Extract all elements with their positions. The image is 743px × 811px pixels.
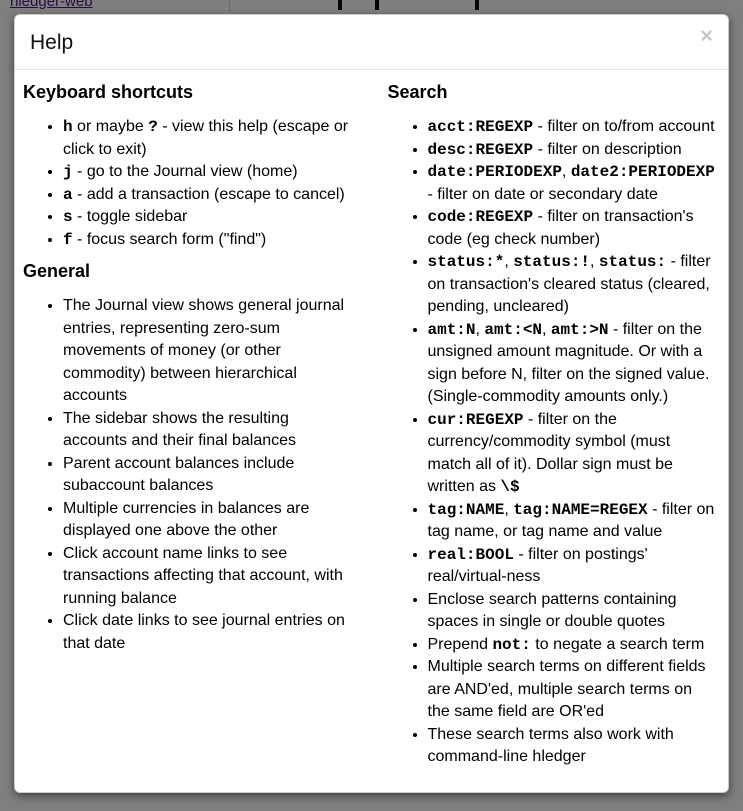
text-segment: - focus search form ("find") [72,230,267,248]
list-item [428,409,719,499]
list-item [63,408,356,453]
text-segment: - filter on date or secondary date [427,185,658,203]
list-item [63,184,356,207]
list-item [428,251,719,319]
list-item [428,589,719,634]
code-token: ? [148,118,158,136]
text-segment: Click account name links to see transactions affecting that account, with running balance [63,544,343,607]
code-token: not: [492,635,531,654]
list-item [428,499,719,544]
code-token: cur:REGEXP [427,410,524,429]
section-heading-general: General [23,261,91,281]
code-token: tag:NAME [427,500,505,519]
code-token: amt:>N [550,320,609,339]
list-item [428,656,719,724]
list-item [63,206,356,229]
code-token: status:* [427,253,505,271]
code-token: j [63,163,73,181]
code-token: a [63,185,73,204]
text-segment: - view this help (escape or click to exit) [63,118,349,158]
text-segment: - toggle sidebar [72,208,188,225]
list-item [428,139,719,162]
text-segment: - filter on the currency/commodity symbol (must match all of it). Dollar sign must be written as [427,410,673,495]
list-item [428,634,719,657]
close-icon[interactable]: × [700,23,713,48]
text-segment: Click date links to see journal entries on that date [63,612,345,652]
code-token: amt:N [427,320,476,339]
modal-title: Help [30,31,74,54]
help-column-left [23,82,372,779]
list-item [428,724,719,769]
search-list [388,116,719,769]
text-segment: Multiple currencies in balances are displayed one above the other [63,499,310,539]
text-segment: , [504,253,514,270]
text-segment: These search terms also work with command-line hledger [427,725,674,765]
code-token: date2:PERIODEXP [570,163,715,181]
list-item [428,206,719,251]
modal-header [15,15,728,70]
text-segment: - add a transaction (escape to cancel) [72,185,345,203]
text-segment: - filter on transaction's cleared status (cleared, pending, uncleared) [427,253,711,315]
list-item [63,161,356,184]
keyboard-shortcuts-list [23,116,356,251]
list-item [63,498,356,543]
code-token: f [63,230,73,249]
list-item [63,229,356,252]
list-item [428,544,719,589]
section-heading-keyboard-shortcuts: Keyboard shortcuts [23,82,194,102]
text-segment: - filter on tag name, or tag name and value [427,500,715,540]
list-item [428,319,719,409]
text-segment: to negate a search term [530,635,705,653]
code-token: status:! [513,253,591,271]
code-token: real:BOOL [427,545,514,564]
modal-body [15,70,728,793]
code-token: s [63,208,73,226]
text-segment: - go to the Journal view (home) [72,163,298,180]
list-item [63,610,356,655]
list-item [63,295,356,408]
text-segment: or maybe [72,118,149,135]
code-token: \$ [500,478,520,496]
text-segment: - filter on postings' real/virtual-ness [427,545,648,585]
text-segment: , [475,320,485,338]
help-column-right [372,82,721,779]
text-segment: , [542,320,551,338]
list-item [63,543,356,611]
text-segment: Parent account balances include subaccount balances [63,454,295,494]
code-token: acct:REGEXP [427,118,534,136]
code-token: desc:REGEXP [427,140,534,159]
code-token: tag:NAME=REGEX [513,500,648,519]
text-segment: The sidebar shows the resulting accounts and their final balances [63,409,297,449]
code-token: status: [598,253,667,271]
section-heading-search: Search [387,82,448,102]
text-segment: The Journal view shows general journal entries, representing zero-sum movements of money (or other commodity) between hierarchical accounts [63,297,345,404]
help-modal [14,14,729,793]
text-segment: - filter on transaction's code (eg check number) [427,208,694,248]
text-segment: , [590,253,599,270]
list-item [428,161,719,206]
text-segment: Prepend [427,635,493,653]
text-segment: , [561,163,571,180]
list-item [63,116,356,161]
code-token: amt:<N [484,320,543,339]
general-list [23,295,356,655]
code-token: code:REGEXP [427,208,534,226]
text-segment: - filter on the unsigned amount magnitude. Or with a sign before N, filter on the signed value. (Single-commodity amounts only.) [427,320,710,405]
code-token: h [63,118,73,136]
text-segment: - filter on description [533,140,682,158]
text-segment: , [504,500,514,518]
list-item [428,116,719,139]
text-segment: Enclose search patterns containing spaces in single or double quotes [427,590,677,630]
code-token: date:PERIODEXP [427,163,562,181]
text-segment: - filter on to/from account [533,118,715,135]
list-item [63,453,356,498]
text-segment: Multiple search terms on different fields are AND'ed, multiple search terms on the same field are OR'ed [427,658,706,720]
